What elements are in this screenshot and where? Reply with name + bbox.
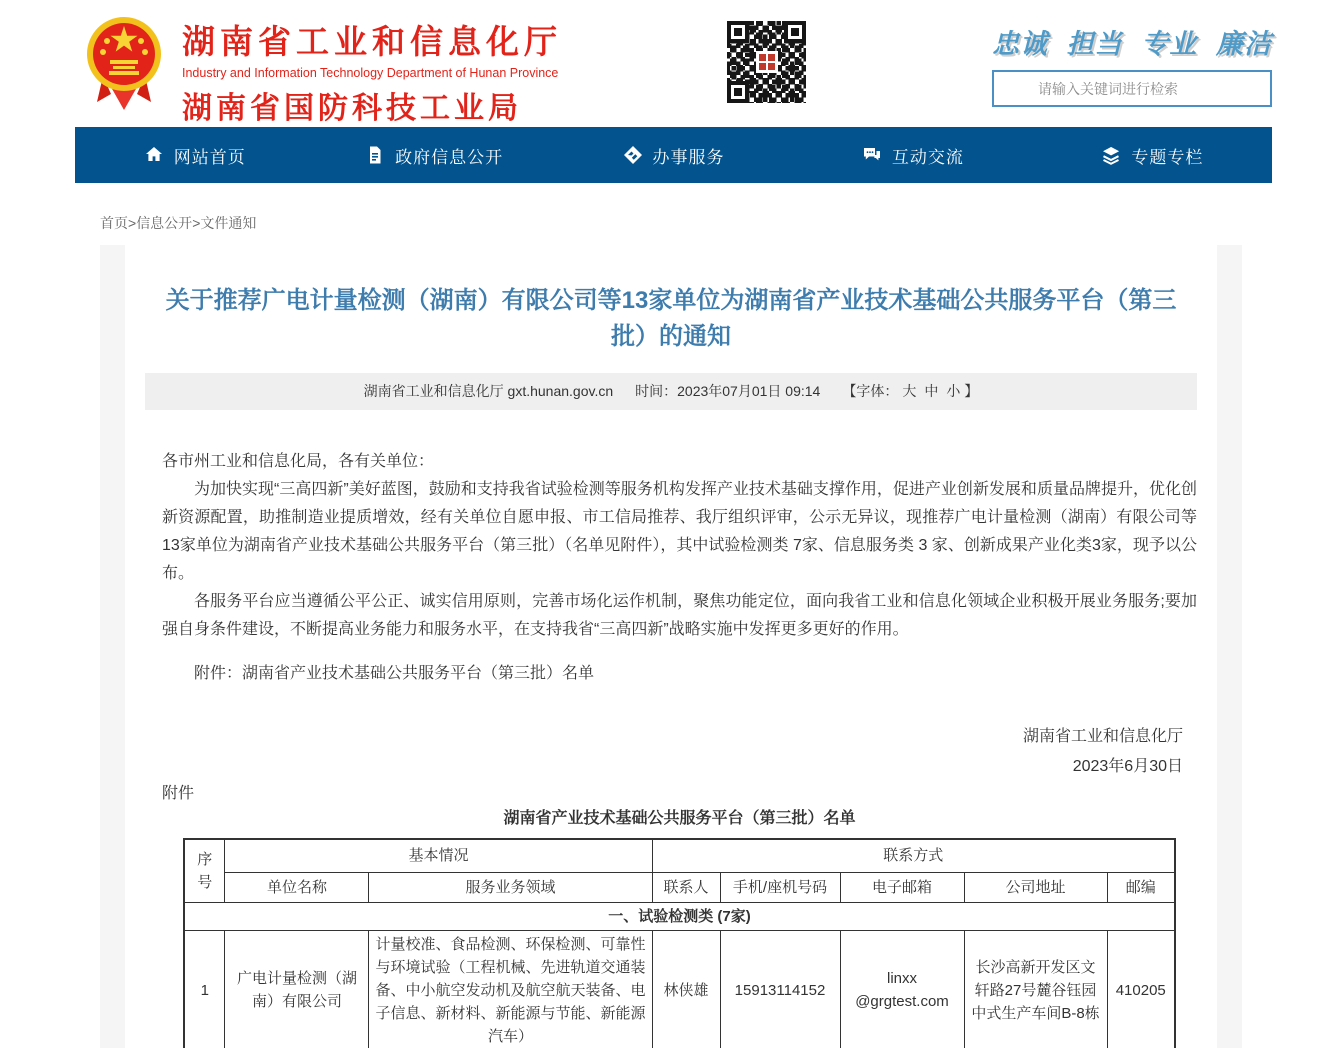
attachment-label: 附件 [162, 785, 195, 802]
section-header: 一、试验检测类 (7家) [184, 902, 1175, 930]
home-icon [144, 145, 164, 165]
font-size-prefix: 【字体： [842, 383, 899, 399]
handshake-icon [623, 145, 643, 165]
signature-org: 湖南省工业和信息化厅 [1022, 728, 1183, 745]
attachment-reference: 附件：湖南省产业技术基础公共服务平台（第三批）名单 [194, 665, 595, 682]
column-header-services: 服务业务领域 [369, 872, 652, 902]
email-line: linxx [886, 970, 917, 987]
org-name-en: Industry and Information Technology Department of Hunan Province [182, 66, 559, 80]
table-row [184, 930, 1175, 1048]
signature-block [162, 722, 1197, 782]
page-title: 关于推荐广电计量检测（湖南）有限公司等13家单位为湖南省产业技术基础公共服务平台（第三批）的通知 [165, 287, 1177, 350]
qr-finder-icon [727, 81, 749, 103]
cell-name: 广电计量检测（湖南）有限公司 [225, 930, 369, 1048]
breadcrumb-item-info[interactable]: 信息公开 [136, 215, 193, 231]
nav-item-label: 互动交流 [891, 147, 964, 167]
nav-item-label: 专题专栏 [1131, 147, 1204, 167]
font-size-suffix: 】 [964, 383, 979, 399]
nav-item-gov-info[interactable] [314, 127, 553, 183]
nav-item-label: 政府信息公开 [395, 147, 504, 167]
table-section-row [184, 902, 1175, 930]
cell-address: 长沙高新开发区文轩路27号麓谷钰园中式生产车间B-8栋 [964, 930, 1107, 1048]
cell-phone: 15913114152 [720, 930, 840, 1048]
nav-item-home[interactable] [75, 127, 314, 183]
article-body [162, 448, 1197, 1048]
breadcrumb-separator: > [192, 215, 201, 231]
org-titles [182, 16, 742, 127]
breadcrumb [100, 213, 256, 233]
column-header-phone: 手机/座机号码 [720, 872, 840, 902]
platform-list-table [183, 838, 1176, 1048]
article-source: 湖南省工业和信息化厅 gxt.hunan.gov.cn [363, 383, 614, 399]
cell-services: 计量校准、食品检测、环保检测、可靠性与环境试验（工程机械、先进轨道交通装备、中小航空发动机及航空航天装备、电子信息、新材料、新能源与节能、新能源汽车） [369, 930, 652, 1048]
breadcrumb-separator: > [128, 215, 137, 231]
qr-center-seal [756, 51, 778, 73]
nav-item-label: 办事服务 [652, 147, 725, 167]
breadcrumb-item-notices[interactable]: 文件通知 [200, 215, 257, 231]
column-header-zip: 邮编 [1107, 872, 1175, 902]
font-size-large-button[interactable]: 大 [902, 383, 917, 399]
org-name-cn2: 湖南省国防科技工业局 [182, 92, 522, 125]
article-meta-bar [145, 373, 1197, 410]
slogan-word: 专业 [1141, 29, 1198, 59]
page-background [100, 245, 1242, 1048]
site-header [0, 0, 1343, 127]
signature-date: 2023年6月30日 [1072, 758, 1183, 775]
national-emblem-logo [85, 14, 163, 112]
qr-finder-icon [784, 21, 806, 43]
cell-seq: 1 [184, 930, 225, 1048]
org-name-cn: 湖南省工业和信息化厅 [182, 23, 562, 60]
breadcrumb-item-home[interactable]: 首页 [100, 215, 128, 231]
article-panel [125, 245, 1217, 1048]
column-header-email: 电子邮箱 [840, 872, 964, 902]
salutation: 各市州工业和信息化局，各有关单位： [162, 453, 435, 470]
email-line: @grgtest.com [855, 993, 949, 1010]
chat-icon [862, 145, 882, 165]
column-header-name: 单位名称 [225, 872, 369, 902]
column-header-seq: 序号 [184, 839, 225, 902]
search-input[interactable] [992, 70, 1272, 107]
layers-icon [1101, 145, 1121, 165]
slogan-word: 廉洁 [1215, 29, 1272, 59]
nav-item-label: 网站首页 [173, 147, 246, 167]
font-size-small-button[interactable]: 小 [946, 383, 961, 399]
nav-item-interaction[interactable] [793, 127, 1032, 183]
qr-code-image [727, 21, 806, 103]
paragraph: 为加快实现“三高四新”美好蓝图，鼓励和支持我省试验检测等服务机构发挥产业技术基础支撑作用，促进产业创新发展和质量品牌提升，优化创新资源配置，助推制造业提质增效，经有关单位自愿申报、市工信局推荐、我厅组织评审，公示无异议，现推荐广电计量检测（湖南）有限公司等13家单位为湖南省产业技术基础公共服务平台（第三批）（名单见附件），其中试验检测类 7家、信息服务类 3 家、创新成果产业化类3家，现予以公布。 [162, 481, 1197, 582]
table-header-row [184, 872, 1175, 902]
table-title: 湖南省产业技术基础公共服务平台（第三批）名单 [503, 810, 856, 827]
slogan-word: 忠诚 [992, 29, 1048, 59]
main-nav [75, 127, 1272, 183]
nav-item-services[interactable] [554, 127, 793, 183]
cell-email [840, 930, 964, 1048]
cell-zip: 410205 [1107, 930, 1175, 1048]
slogan-banner [992, 22, 1272, 61]
font-size-medium-button[interactable]: 中 [924, 383, 939, 399]
column-header-address: 公司地址 [964, 872, 1107, 902]
slogan-word: 担当 [1066, 29, 1123, 59]
qr-finder-icon [727, 21, 749, 43]
cell-contact: 林侠雄 [652, 930, 720, 1048]
document-icon [365, 145, 385, 165]
column-group-contact: 联系方式 [652, 839, 1175, 872]
table-header-row [184, 839, 1175, 872]
nav-item-special-topics[interactable] [1033, 127, 1272, 183]
paragraph: 各服务平台应当遵循公平公正、诚实信用原则，完善市场化运作机制，聚焦功能定位，面向我省工业和信息化领域企业积极开展业务服务;要加强自身条件建设，不断提高业务能力和服务水平，在支持我省“三高四新”战略实施中发挥更多更好的作用。 [162, 593, 1197, 638]
column-group-basic: 基本情况 [225, 839, 652, 872]
article-time: 时间：2023年07月01日 09:14 [635, 383, 821, 399]
column-header-contact: 联系人 [652, 872, 720, 902]
